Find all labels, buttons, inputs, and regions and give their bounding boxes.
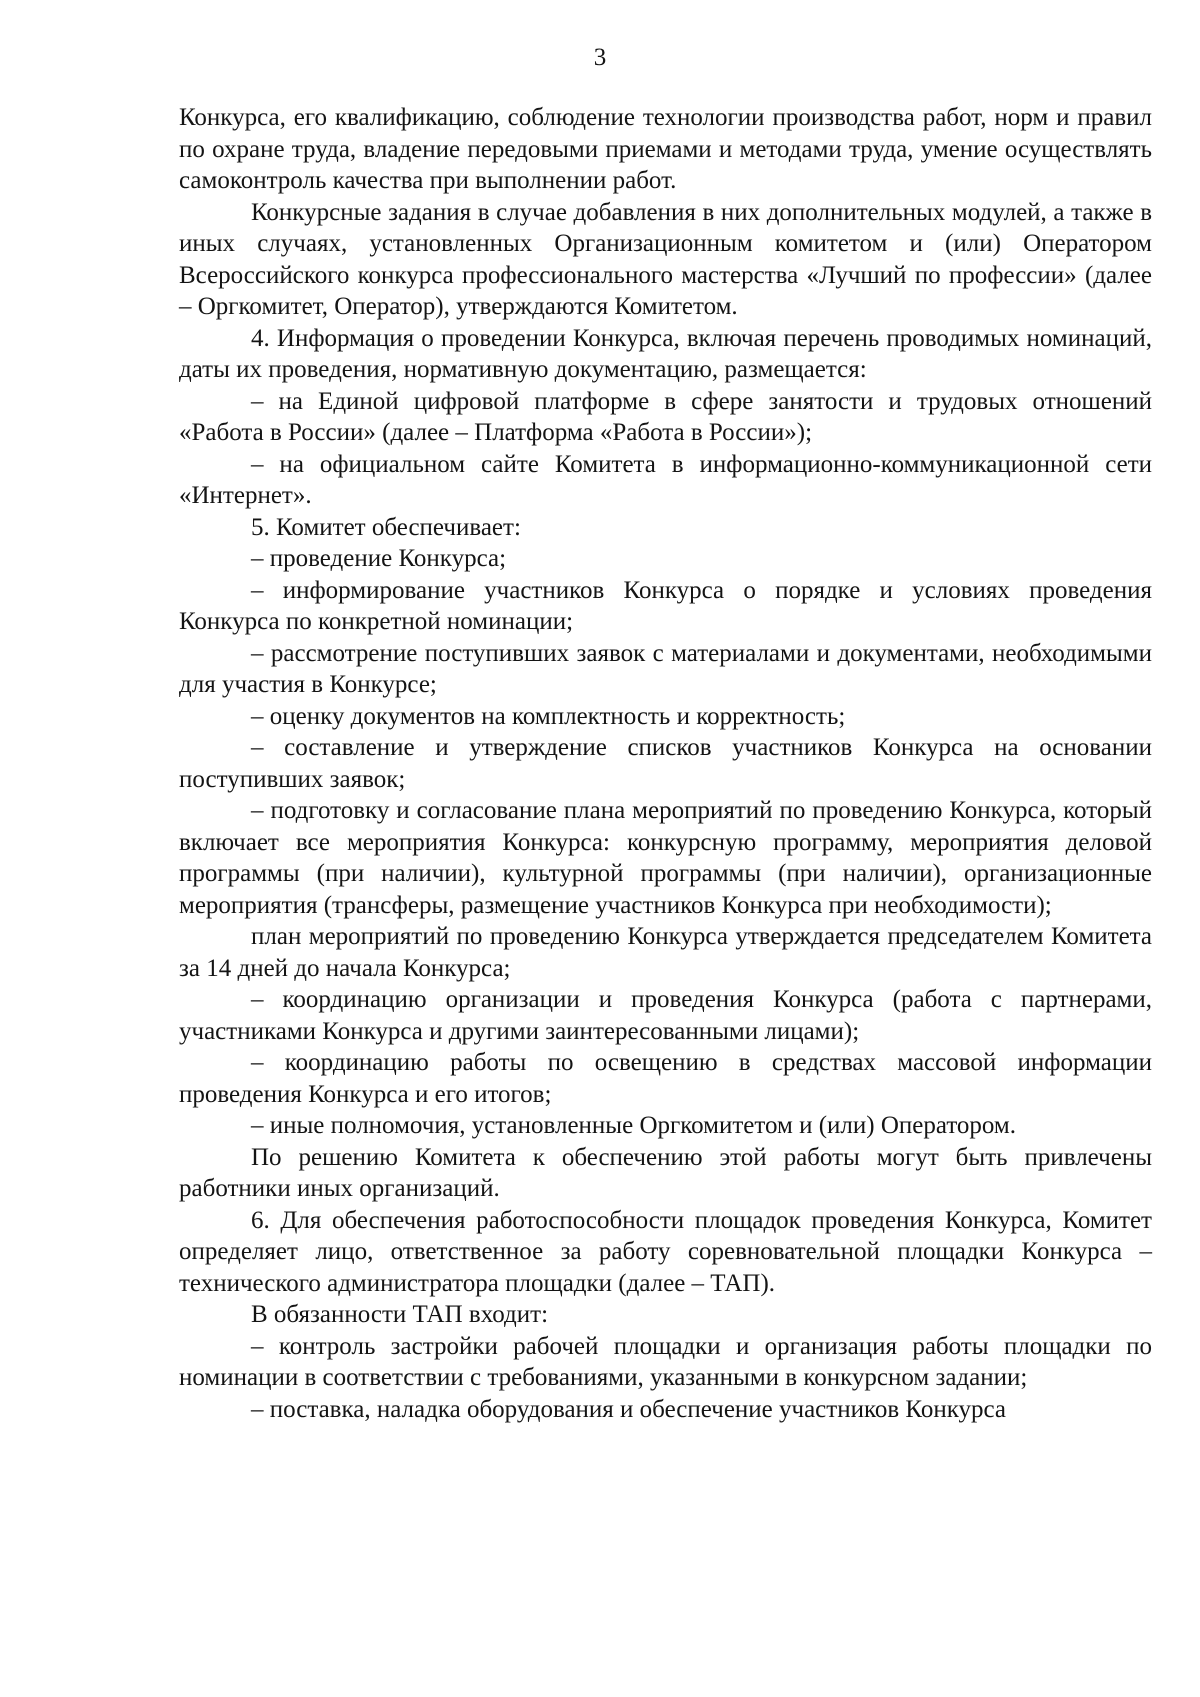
list-item: – поставка, наладка оборудования и обеспечение участников Конкурса [251, 1395, 1006, 1423]
page-number: 3 [593, 44, 607, 71]
list-item: – контроль застройки рабочей площадки и организация работы площадки по номинации в соответствии с требованиями, указанными в конкурсном задании; [179, 1332, 1152, 1391]
list-item: – координацию организации и проведения Конкурса (работа с партнерами, участниками Конкурса и другими заинтересованными лицами); [179, 986, 1152, 1045]
paragraph-item-4: 4. Информация о проведении Конкурса, включая перечень проводимых номинаций, даты их проведения, нормативную документацию, размещается: [179, 324, 1152, 383]
paragraph-tap-duties: В обязанности ТАП входит: [251, 1301, 549, 1328]
paragraph-plan-approval: план мероприятий по проведению Конкурса утверждается председателем Комитета за 14 дней до начала Конкурса; [179, 923, 1152, 982]
list-item: – иные полномочия, установленные Оргкомитетом и (или) Оператором. [251, 1112, 1017, 1139]
paragraph-continuation: Конкурса, его квалификацию, соблюдение технологии производства работ, норм и правил по охране труда, владение передовыми приемами и методами труда, умение осуществлять самоконтроль качества при выполнении работ. [179, 104, 1152, 194]
document-body [179, 102, 1152, 1425]
list-item: – составление и утверждение списков участников Конкурса на основании поступивших заявок; [179, 734, 1152, 793]
paragraph-other-organizations: По решению Комитета к обеспечению этой работы могут быть привлечены работники иных организаций. [179, 1143, 1152, 1202]
paragraph-item-6: 6. Для обеспечения работоспособности площадок проведения Конкурса, Комитет определяет лицо, ответственное за работу соревновательной площадки Конкурса – технического администратора площадки (далее – ТАП). [179, 1206, 1152, 1297]
paragraph-item-5: 5. Комитет обеспечивает: [251, 513, 521, 541]
paragraph-contest-tasks: Конкурсные задания в случае добавления в них дополнительных модулей, а также в иных случаях, установленных Организационным комитетом и (или) Оператором Всероссийского конкурса профессионального мастерства «Лучший по профессии» (далее – Оргкомитет, Оператор), утверждаются Комитетом. [179, 198, 1152, 320]
list-item: – информирование участников Конкурса о порядке и условиях проведения Конкурса по конкретной номинации; [179, 576, 1152, 635]
list-item: – на Единой цифровой платформе в сфере занятости и трудовых отношений «Работа в России» (далее – Платформа «Работа в России»); [179, 387, 1152, 446]
list-item: – рассмотрение поступивших заявок с материалами и документами, необходимыми для участия в Конкурсе; [179, 639, 1152, 698]
list-item: – подготовку и согласование плана мероприятий по проведению Конкурса, который включает все мероприятия Конкурса: конкурсную программу, мероприятия деловой программы (при наличии), культурной программы (при наличии), организационные мероприятия (трансферы, размещение участников Конкурса при необходимости); [179, 797, 1152, 919]
list-item: – проведение Конкурса; [251, 545, 507, 572]
list-item: – на официальном сайте Комитета в информационно-коммуникационной сети «Интернет». [179, 450, 1152, 509]
list-item: – координацию работы по освещению в средствах массовой информации проведения Конкурса и его итогов; [179, 1049, 1152, 1108]
list-item: – оценку документов на комплектность и корректность; [251, 702, 846, 730]
